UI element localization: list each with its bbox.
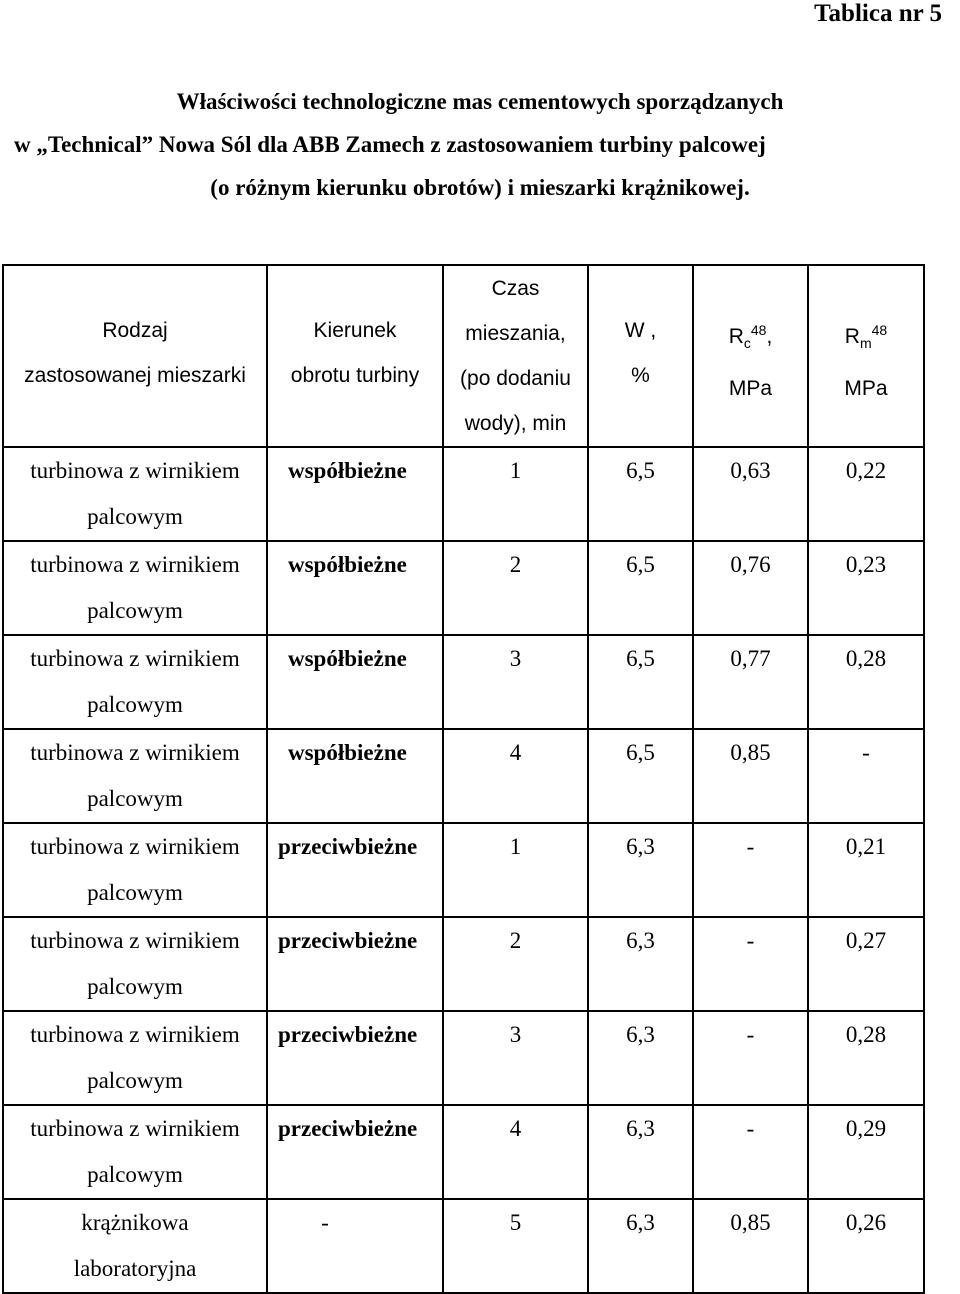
cell-moisture: 6,5 (588, 635, 693, 729)
caption-line-1: Właściwości technologiczne mas cementowych sporządzanych (176, 89, 784, 114)
caption-line-3: (o różnym kierunku obrotów) i mieszarki krążnikowej. (210, 175, 750, 200)
cell-moisture: 6,3 (588, 1105, 693, 1199)
cell-time: 3 (443, 635, 588, 729)
cell-rm: 0,22 (808, 447, 924, 541)
header-row (3, 265, 924, 447)
cell-rc: 0,76 (693, 541, 808, 635)
cell-time: 4 (443, 729, 588, 823)
cell-rc: - (693, 917, 808, 1011)
cell-mixer-type: turbinowa z wirnikiem palcowym (3, 1105, 267, 1199)
header-rotation-direction: Kierunek obrotu turbiny (267, 265, 443, 447)
header-mixer-type: Rodzaj zastosowanej mieszarki (3, 265, 267, 447)
cell-rc: 0,85 (693, 1199, 808, 1293)
cell-moisture: 6,5 (588, 729, 693, 823)
cell-moisture: 6,3 (588, 1011, 693, 1105)
cell-rm: 0,23 (808, 541, 924, 635)
cell-mixer-type: turbinowa z wirnikiem palcowym (3, 447, 267, 541)
properties-table (2, 264, 925, 1294)
cell-direction: - (267, 1199, 443, 1293)
table-caption (0, 80, 960, 209)
cell-rm: 0,28 (808, 635, 924, 729)
cell-direction: przeciwbieżne (267, 1011, 443, 1105)
cell-direction: przeciwbieżne (267, 823, 443, 917)
cell-rc: - (693, 823, 808, 917)
table-row (3, 1105, 924, 1199)
cell-moisture: 6,3 (588, 1199, 693, 1293)
cell-rm: 0,26 (808, 1199, 924, 1293)
cell-rm: 0,27 (808, 917, 924, 1011)
cell-rm: - (808, 729, 924, 823)
cell-mixer-type: turbinowa z wirnikiem palcowym (3, 917, 267, 1011)
cell-rc: 0,63 (693, 447, 808, 541)
cell-mixer-type: turbinowa z wirnikiem palcowym (3, 1011, 267, 1105)
cell-moisture: 6,3 (588, 823, 693, 917)
cell-rc: - (693, 1011, 808, 1105)
cell-time: 2 (443, 541, 588, 635)
cell-time: 1 (443, 447, 588, 541)
table-row (3, 541, 924, 635)
cell-direction: współbieżne (267, 729, 443, 823)
cell-mixer-type: turbinowa z wirnikiem palcowym (3, 541, 267, 635)
table-row (3, 447, 924, 541)
cell-mixer-type: turbinowa z wirnikiem palcowym (3, 635, 267, 729)
cell-direction: współbieżne (267, 447, 443, 541)
cell-mixer-type: turbinowa z wirnikiem palcowym (3, 823, 267, 917)
cell-rm: 0,21 (808, 823, 924, 917)
cell-rm: 0,28 (808, 1011, 924, 1105)
header-bending-strength: $R_m^{48}$ MPa (808, 265, 924, 447)
cell-time: 2 (443, 917, 588, 1011)
table-number-label: Tablica nr 5 (814, 0, 942, 27)
table-row (3, 1011, 924, 1105)
header-mixing-time: Czas mieszania, (po dodaniu wody), min (443, 265, 588, 447)
cell-rc: 0,77 (693, 635, 808, 729)
cell-mixer-type: krążnikowa laboratoryjna (3, 1199, 267, 1293)
header-compressive-strength: $R_c^{48}$, MPa (693, 265, 808, 447)
table-row (3, 729, 924, 823)
cell-rc: - (693, 1105, 808, 1199)
cell-moisture: 6,5 (588, 447, 693, 541)
cell-direction: przeciwbieżne (267, 1105, 443, 1199)
cell-direction: współbieżne (267, 635, 443, 729)
cell-direction: przeciwbieżne (267, 917, 443, 1011)
header-moisture: W , % (588, 265, 693, 447)
cell-time: 4 (443, 1105, 588, 1199)
table-row (3, 635, 924, 729)
cell-rc: 0,85 (693, 729, 808, 823)
cell-rm: 0,29 (808, 1105, 924, 1199)
cell-time: 3 (443, 1011, 588, 1105)
cell-direction: współbieżne (267, 541, 443, 635)
table-row (3, 1199, 924, 1293)
cell-moisture: 6,5 (588, 541, 693, 635)
cell-time: 5 (443, 1199, 588, 1293)
cell-mixer-type: turbinowa z wirnikiem palcowym (3, 729, 267, 823)
caption-line-2: w „Technical” Nowa Sól dla ABB Zamech z zastosowaniem turbiny palcowej (14, 132, 766, 157)
cell-moisture: 6,3 (588, 917, 693, 1011)
table-row (3, 917, 924, 1011)
table-row (3, 823, 924, 917)
cell-time: 1 (443, 823, 588, 917)
